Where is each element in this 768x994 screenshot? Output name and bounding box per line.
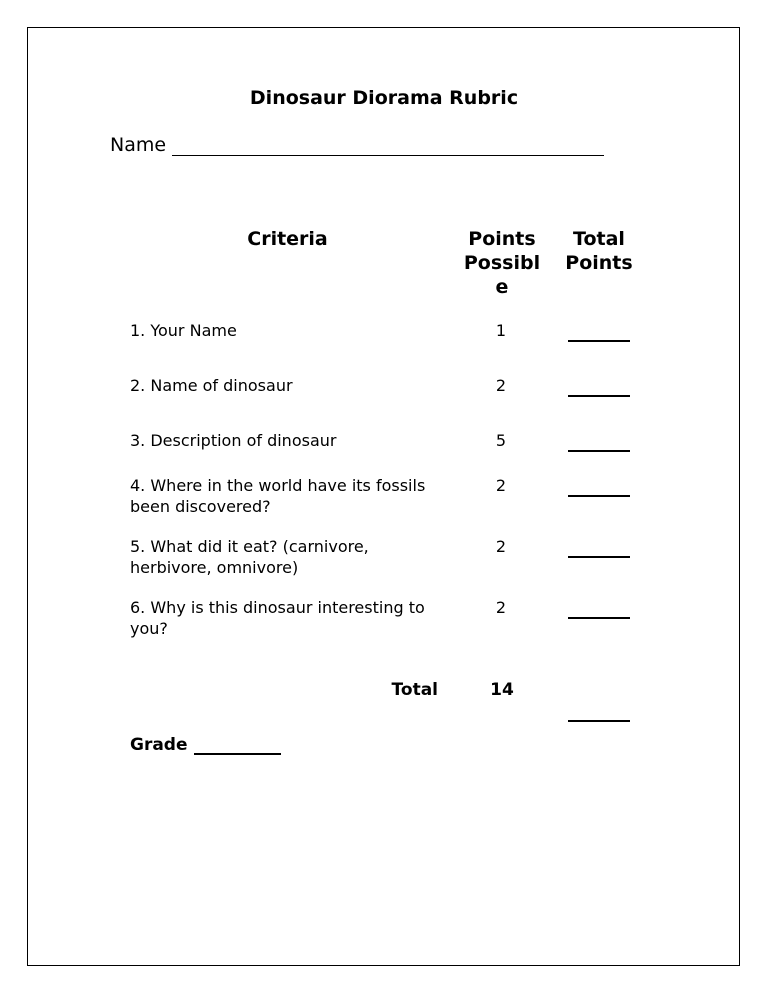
criteria-item: 1. Your Name	[130, 321, 237, 340]
criteria-item: 2. Name of dinosaur	[130, 376, 293, 395]
total-points-blank	[568, 617, 630, 619]
points-possible-header: Points Possible	[463, 228, 541, 298]
grade-field	[130, 735, 281, 755]
grade-blank-line	[194, 739, 281, 755]
total-points-blank	[568, 556, 630, 558]
name-blank-line	[172, 135, 604, 156]
criteria-item: 5. What did it eat? (carnivore, herbivore, omnivore)	[130, 537, 369, 577]
total-value: 14	[490, 680, 514, 700]
criteria-item: 4. Where in the world have its fossils been discovered?	[130, 476, 426, 516]
total-label: Total	[391, 680, 438, 700]
points-value: 2	[495, 476, 507, 495]
total-points-blank	[568, 395, 630, 397]
name-label: Name	[110, 134, 167, 156]
total-points-blank	[568, 340, 630, 342]
name-field	[110, 134, 604, 156]
total-points-blank	[568, 495, 630, 497]
criteria-header: Criteria	[247, 228, 328, 250]
total-points-header: Total Points	[565, 228, 633, 274]
total-sum-blank	[568, 720, 630, 722]
document-title: Dinosaur Diorama Rubric	[249, 87, 519, 109]
points-value: 2	[495, 376, 507, 395]
criteria-item: 3. Description of dinosaur	[130, 431, 337, 450]
points-value: 1	[495, 321, 507, 340]
total-points-blank	[568, 450, 630, 452]
points-value: 2	[495, 598, 507, 617]
criteria-item: 6. Why is this dinosaur interesting to you?	[130, 598, 425, 638]
grade-label: Grade	[130, 735, 188, 755]
points-value: 5	[495, 431, 507, 450]
points-value: 2	[495, 537, 507, 556]
